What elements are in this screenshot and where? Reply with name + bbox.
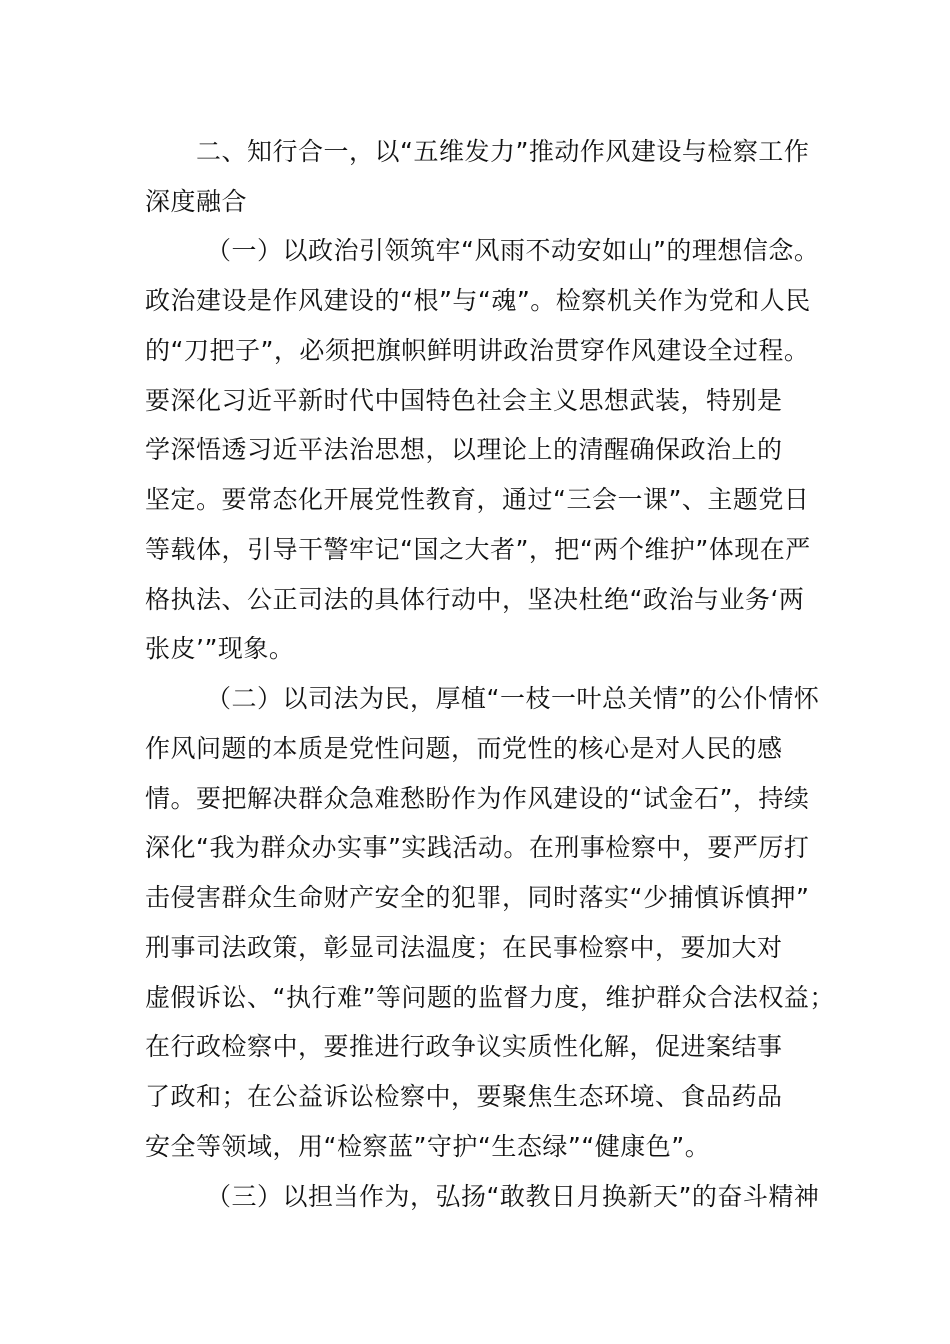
paragraph-line: 等载体，引导干警牢记“国之大者”，把“两个维护”体现在严 xyxy=(145,535,811,564)
paragraph-line: 政治建设是作风建设的“根”与“魂”。检察机关作为党和人民 xyxy=(145,286,811,315)
paragraph-line: 格执法、公正司法的具体行动中，坚决杜绝“政治与业务‘两 xyxy=(145,585,805,614)
paragraph-line: 的“刀把子”，必须把旗帜鲜明讲政治贯穿作风建设全过程。 xyxy=(145,336,810,365)
section-heading-line-2: 深度融合 xyxy=(145,187,248,216)
section-heading-line-1: 二、知行合一，以“五维发力”推动作风建设与检察工作 xyxy=(196,137,810,166)
paragraph-line: 深化“我为群众办实事”实践活动。在刑事检察中，要严厉打 xyxy=(145,833,810,862)
paragraph-line: 安全等领域，用“检察蓝”守护“生态绿”“健康色”。 xyxy=(145,1132,711,1161)
subheading-1: （一）以政治引领筑牢“风雨不动安如山”的理想信念。 xyxy=(206,236,820,265)
paragraph-line: 坚定。要常态化开展党性教育，通过“三会一课”、主题党日 xyxy=(145,485,810,514)
paragraph-line: 要深化习近平新时代中国特色社会主义思想武装，特别是 xyxy=(145,386,783,415)
paragraph-line: 了政和；在公益诉讼检察中，要聚焦生态环境、食品药品 xyxy=(145,1082,783,1111)
paragraph-line: 刑事司法政策，彰显司法温度；在民事检察中，要加大对 xyxy=(145,933,783,962)
subheading-3: （三）以担当作为，弘扬“敢教日月换新天”的奋斗精神 xyxy=(206,1182,820,1211)
paragraph-line: 学深悟透习近平法治思想，以理论上的清醒确保政治上的 xyxy=(145,435,783,464)
subheading-2: （二）以司法为民，厚植“一枝一叶总关情”的公仆情怀 xyxy=(206,684,820,713)
paragraph-line: 情。要把解决群众急难愁盼作为作风建设的“试金石”，持续 xyxy=(145,784,810,813)
paragraph-line: 张皮’”现象。 xyxy=(145,634,295,663)
paragraph-line: 在行政检察中，要推进行政争议实质性化解，促进案结事 xyxy=(145,1032,783,1061)
paragraph-line: 作风问题的本质是党性问题，而党性的核心是对人民的感 xyxy=(145,734,783,763)
paragraph-line: 虚假诉讼、“执行难”等问题的监督力度，维护群众合法权益； xyxy=(145,983,835,1012)
paragraph-line: 击侵害群众生命财产安全的犯罪，同时落实“少捕慎诉慎押” xyxy=(145,883,810,912)
